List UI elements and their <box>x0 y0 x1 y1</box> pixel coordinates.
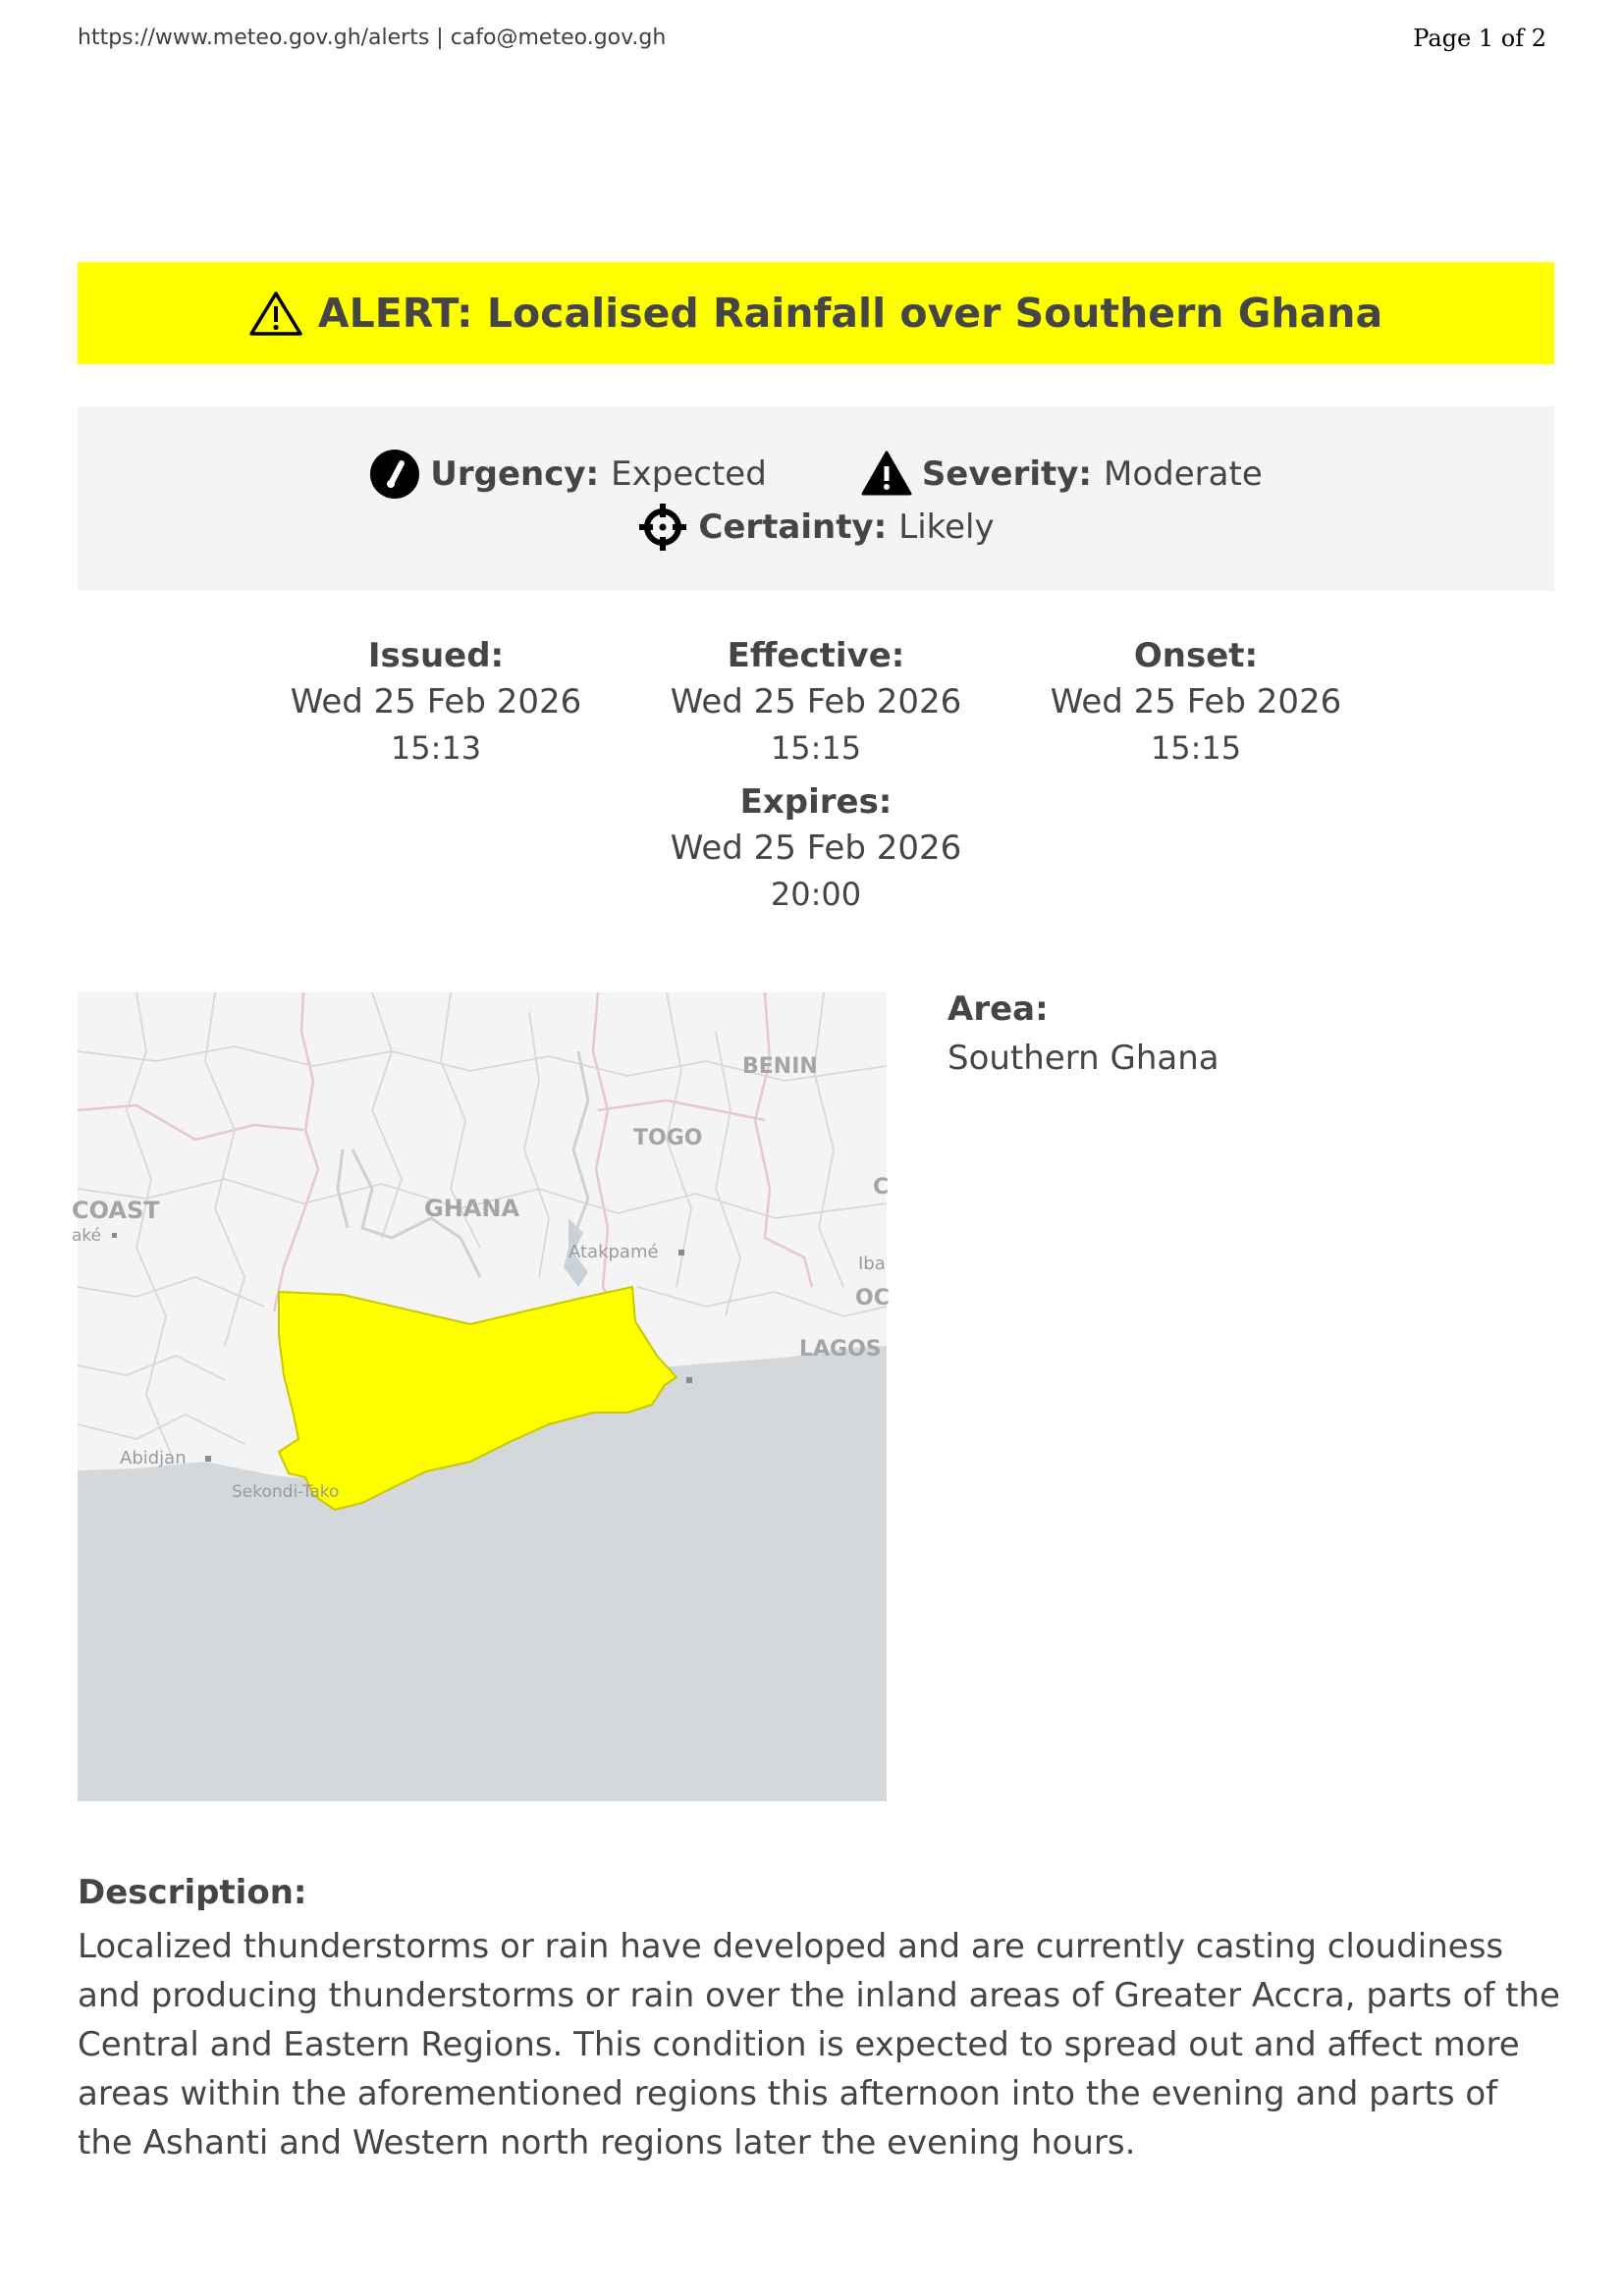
issued-time: 15:13 <box>390 729 482 767</box>
expires-date: Wed 25 Feb 2026 <box>670 828 962 868</box>
urgency-item <box>369 449 767 500</box>
map-label-abidjan: Abidjan <box>120 1448 187 1468</box>
expires-label: Expires: <box>739 782 893 822</box>
severity-item <box>861 449 1263 500</box>
exclamation-triangle-icon <box>861 449 912 500</box>
alert-area-map <box>72 992 890 1801</box>
alert-banner <box>78 262 1554 364</box>
effective-date: Wed 25 Feb 2026 <box>670 682 962 721</box>
certainty-item <box>637 502 994 553</box>
urgency-value: Expected <box>611 454 767 494</box>
map-label-ghana: GHANA <box>424 1195 520 1222</box>
issued-date: Wed 25 Feb 2026 <box>290 682 582 721</box>
onset-time: 15:15 <box>1150 729 1242 767</box>
map-label-lagos: LAGOS <box>799 1337 882 1362</box>
map-label-atakpame: Atakpamé <box>568 1242 659 1262</box>
certainty-label: Certainty: <box>698 507 888 547</box>
description-label: Description: <box>78 1873 307 1912</box>
map-label-sekondi: Sekondi-Tako <box>232 1482 340 1502</box>
effective-block <box>629 634 1002 770</box>
map-label-benin: BENIN <box>742 1054 818 1079</box>
severity-label: Severity: <box>921 454 1093 494</box>
map-label-yake: aké <box>72 1226 102 1246</box>
onset-block <box>1009 634 1382 770</box>
expires-time: 20:00 <box>770 876 862 913</box>
crosshairs-icon <box>637 502 688 553</box>
expires-block <box>629 780 1002 916</box>
page-number: Page 1 of 2 <box>1413 25 1546 52</box>
map-label-togo: TOGO <box>633 1126 703 1150</box>
severity-value: Moderate <box>1104 454 1263 494</box>
area-label: Area: <box>947 989 1049 1029</box>
map-label-oc: OC <box>855 1286 890 1310</box>
alert-title: ALERT: Localised Rainfall over Southern Ghana <box>317 290 1383 337</box>
effective-time: 15:15 <box>770 729 862 767</box>
onset-label: Onset: <box>1133 636 1259 675</box>
issued-label: Issued: <box>367 636 505 675</box>
warning-triangle-icon <box>249 291 302 336</box>
urgency-label: Urgency: <box>430 454 600 494</box>
map-label-iba: Iba <box>858 1254 886 1274</box>
effective-label: Effective: <box>727 636 905 675</box>
map-label-coast: COAST <box>72 1197 160 1224</box>
issued-block <box>249 634 623 770</box>
description-text: Localized thunderstorms or rain have developed and are currently casting cloudiness and producing thunderstorms or rain over the inland areas of Greater Accra, parts of the Central and Eastern Regions. This condition is expected to spread out and affect more areas within the aforementioned regions this afternoon into the evening and parts of the Ashanti and Western north regions later the evening hours. <box>78 1927 1560 2163</box>
certainty-value: Likely <box>898 507 995 547</box>
area-value: Southern Ghana <box>947 1039 1219 1078</box>
map-label-c: C <box>873 1175 890 1200</box>
onset-date: Wed 25 Feb 2026 <box>1050 682 1342 721</box>
alert-meta-panel <box>78 406 1554 591</box>
gauge-icon <box>369 449 420 500</box>
header-source: https://www.meteo.gov.gh/alerts | cafo@meteo.gov.gh <box>78 26 667 50</box>
